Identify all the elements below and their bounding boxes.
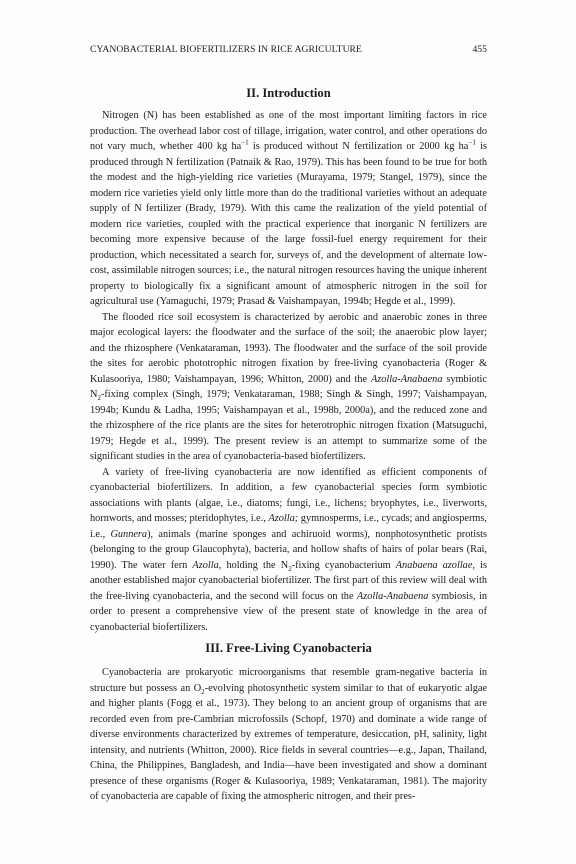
italic-text: Azolla-Anabaena [370,373,443,385]
page-number: 455 [472,44,487,55]
text-run: symbiosis, in order to present a comprehensive view of the present state of knowledge in the area of cyanobacterial biofertilizers. [90,590,487,633]
subscript: 2 [288,564,292,573]
text-run: The flooded rice soil ecosystem is characterized by aerobic and anaerobic zones in three major ecological layers: the floodwater and the surface of the soil; the anaerobic plow layer; and the rhizosphere (Venkataraman, 1993). The floodwater and the surface of the soil provide the sites for aerobic phototrophic nitrogen fixation by free-living cyanobacteria (Roger & Kulasooriya, 1980; Vaishampayan, 1996; Whitton, 2000) and the [90,311,487,385]
subscript: 2 [97,394,101,403]
text-run: ), animals (marine sponges and achiruoid worms), nonphotosynthetic protists (belonging to the group Glaucophyta), bacteria, and hollow shafts of hairs of polar bears (Rai, 1990). The water fern [90,528,487,571]
superscript: −1 [468,138,476,147]
subscript: 2 [201,687,205,696]
paragraph [90,665,487,805]
paragraph [90,465,487,636]
text-run: Nitrogen (N) has been established as one of the most important limiting factors in rice production. The overhead labor cost of tillage, irrigation, water control, and other operations do not vary much, whether 400 kg ha [90,110,487,152]
text-run: symbiotic N [90,373,487,400]
running-title: CYANOBACTERIAL BIOFERTILIZERS IN RICE AGRICULTURE [90,44,362,55]
text-run: Cyanobacteria are prokaryotic microorganisms that resemble gram-negative bacteria in structure but possess an O [90,667,487,694]
text-run: is another established major cyanobacterial biofertilizer. The first part of this review will deal with the free-living cyanobacteria, and the second will focus on the [90,559,487,602]
section-heading-introduction: II. Introduction [246,86,331,100]
text-run: A variety of free-living cyanobacteria are now identified as efficient components of cyanobacterial biofertilizers. In addition, a few cyanobacterial species form symbiotic associations with plants (algae, i.e., diatoms; fungi, i.e., lichens; bryophytes, i.e., liverworts, hornworts, and mosses; pteridophytes, i.e., [90,466,487,524]
italic-text: Anabaena azollae, [395,559,475,571]
text-run: is produced through N fertilization (Patnaik & Rao, 1979). This has been found to be true for both the modest and the high-yielding rice varieties (Murayama, 1979; Stangel, 1979), since the modern rice varieties yield only little more than do the traditional varieties without an adequate supply of N fertilizer (Brady, 1979). With this came the realization of the yield potential of modern rice varieties, coupled with the practical experience that inorganic N fertilizers are becoming more expensive because of the large fossil-fuel energy requirement for their production, which necessitated a search for, surveys of, and the development of alternate low-cost, assimilable nitrogen sources; i.e., the natural nitrogen resources having the unique inherent property to biologically fix a significant amount of atmospheric nitrogen in the soil for agricultural use (Yamaguchi, 1979; Prasad & Vaishampayan, 1994b; Hegde et al., 1999). [90,141,487,307]
italic-text: Azolla, [192,559,222,571]
text-run: -fixing cyanobacterium [291,559,396,571]
text-run: holding the N [221,559,289,571]
section-heading-free-living-cyanobacteria: III. Free-Living Cyanobacteria [205,641,372,655]
text-run: gymnosperms, i.e., cycads; and angiosperms, i.e., [90,513,487,540]
running-header [90,44,487,55]
paragraph [90,108,487,310]
superscript: −1 [241,138,249,147]
italic-text: Azolla-Anabaena [356,590,429,602]
paragraph [90,310,487,465]
italic-text: Gunnera [110,528,148,540]
introduction-body [90,108,487,635]
italic-text: Azolla; [268,513,299,524]
text-run: is produced without N fertilization or 2000 kg ha [248,141,469,152]
text-run: -evolving photosynthetic system similar to that of eukaryotic algae and higher plants (Fogg et al., 1973). They belong to an ancient group of organisms that are recorded even from pre-Cambrian microfossils (Schopf, 1970) and dominate a wide range of diverse environments characterized by extremes of temperature, desiccation, pH, salinity, light intensity, and nutrients (Whitton, 2000). Rice fields in several countries—e.g., Japan, Thailand, China, the Philippines, Bangladesh, and India—have been investigated and show a dominant presence of these organisms (Roger & Kulasooriya, 1989; Venkataraman, 1981). The majority of cyanobacteria are capable of fixing the atmospheric nitrogen, and their pres- [90,682,487,802]
free-living-cyanobacteria-body [90,665,487,805]
text-run: -fixing complex (Singh, 1979; Venkataraman, 1988; Singh & Singh, 1997; Vaishampayan, 1994b; Kundu & Ladha, 1995; Vaishampayan et al., 1998b, 2000a), and the reduced zone and the rhizosphere of the rice plants are the sites for heterotrophic nitrogen fixation (Matsuguchi, 1979; Hegde et al., 1999). The present review is an attempt to summarize some of the significant studies in the area of cyanobacteria-based biofertilizers. [90,389,487,462]
